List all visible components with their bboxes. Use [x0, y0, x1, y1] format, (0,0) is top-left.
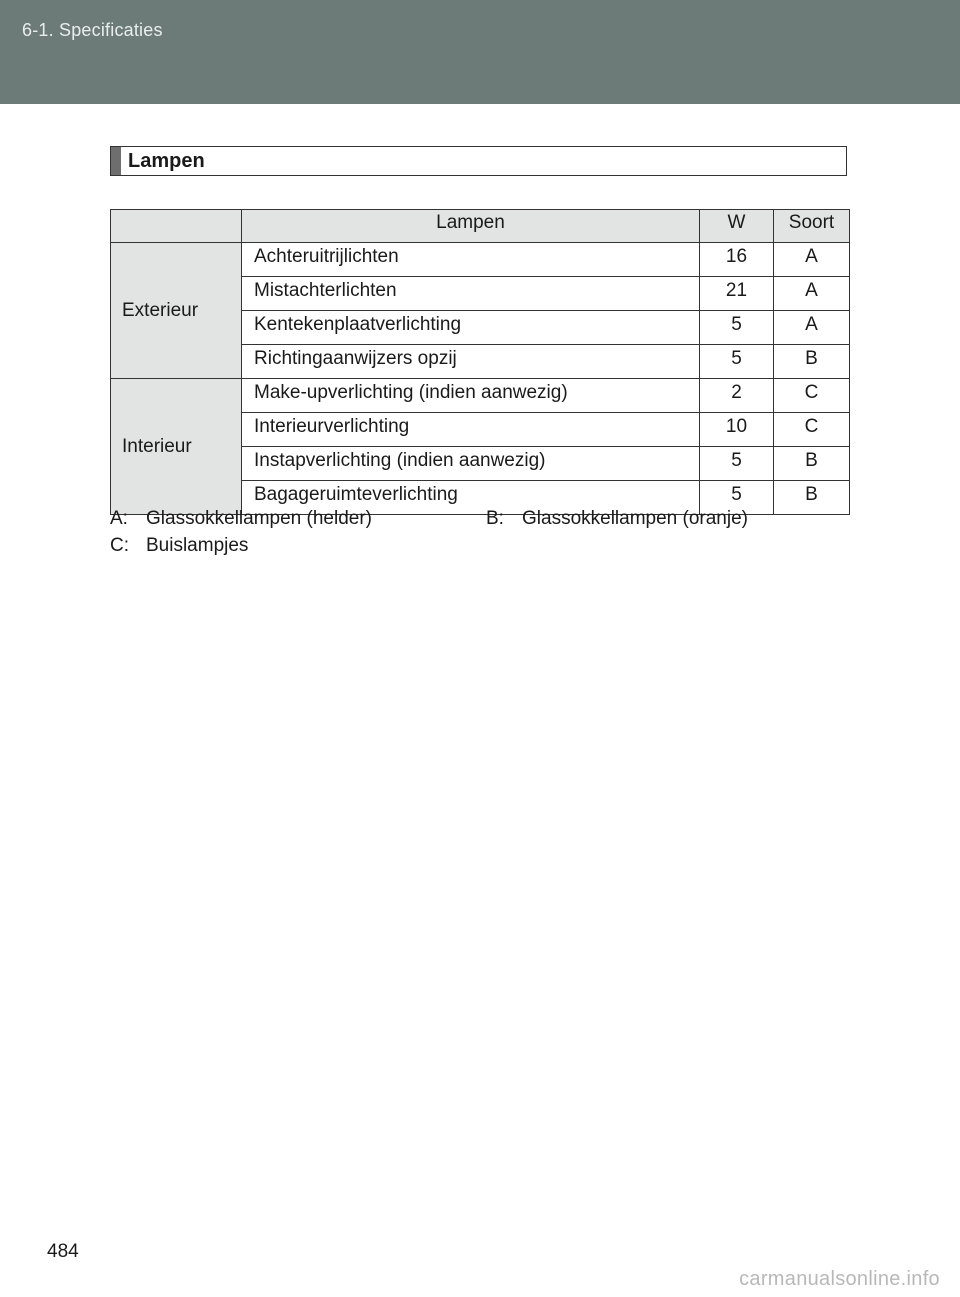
lamp-type: C: [774, 379, 850, 413]
lamp-type: A: [774, 311, 850, 345]
heading-title: Lampen: [128, 150, 205, 172]
group-exterior: Exterieur: [111, 243, 242, 379]
lamp-name: Achteruitrijlichten: [242, 243, 700, 277]
watermark: carmanualsonline.info: [739, 1268, 940, 1290]
column-header-watt: W: [700, 210, 774, 243]
legend-key: B:: [486, 508, 504, 529]
legend-item-c: [110, 532, 248, 559]
legend-item-b: [486, 505, 748, 532]
table-header-row: [111, 210, 850, 243]
lamp-watt: 5: [700, 311, 774, 345]
lamp-type: C: [774, 413, 850, 447]
lamp-watt: 2: [700, 379, 774, 413]
lamp-name: Interieurverlichting: [242, 413, 700, 447]
legend-text: Buislampjes: [146, 535, 249, 556]
lamp-watt: 16: [700, 243, 774, 277]
heading-accent-bar: [111, 147, 121, 175]
lamp-type: A: [774, 243, 850, 277]
section-title: 6-1. Specificaties: [22, 20, 163, 40]
lamp-type: B: [774, 481, 850, 515]
legend-text: Glassokkellampen (helder): [146, 508, 372, 529]
legend-key: A:: [110, 508, 128, 529]
column-header-lamp: Lampen: [242, 210, 700, 243]
lamp-type: B: [774, 345, 850, 379]
lamp-watt: 5: [700, 481, 774, 515]
table-row: [111, 243, 850, 277]
column-header-group: [111, 210, 242, 243]
lamp-watt: 5: [700, 345, 774, 379]
header-bar: [0, 0, 960, 104]
group-interior: Interieur: [111, 379, 242, 515]
lamp-name: Richtingaanwijzers opzij: [242, 345, 700, 379]
table-row: [111, 379, 850, 413]
lamp-name: Instapverlichting (indien aanwezig): [242, 447, 700, 481]
type-legend: [110, 505, 850, 559]
lamp-name: Bagageruimteverlichting: [242, 481, 700, 515]
lamp-name: Mistachterlichten: [242, 277, 700, 311]
bulbs-table: [110, 209, 850, 515]
legend-text: Glassokkellampen (oranje): [522, 508, 748, 529]
lamp-watt: 5: [700, 447, 774, 481]
legend-item-a: [110, 505, 372, 532]
lamp-name: Kentekenplaatverlichting: [242, 311, 700, 345]
column-header-type: Soort: [774, 210, 850, 243]
lamp-watt: 21: [700, 277, 774, 311]
lamp-type: A: [774, 277, 850, 311]
lamp-type: B: [774, 447, 850, 481]
section-heading: [110, 146, 847, 176]
lamp-watt: 10: [700, 413, 774, 447]
lamp-name: Make-upverlichting (indien aanwezig): [242, 379, 700, 413]
page-number: 484: [47, 1241, 79, 1262]
legend-key: C:: [110, 535, 129, 556]
